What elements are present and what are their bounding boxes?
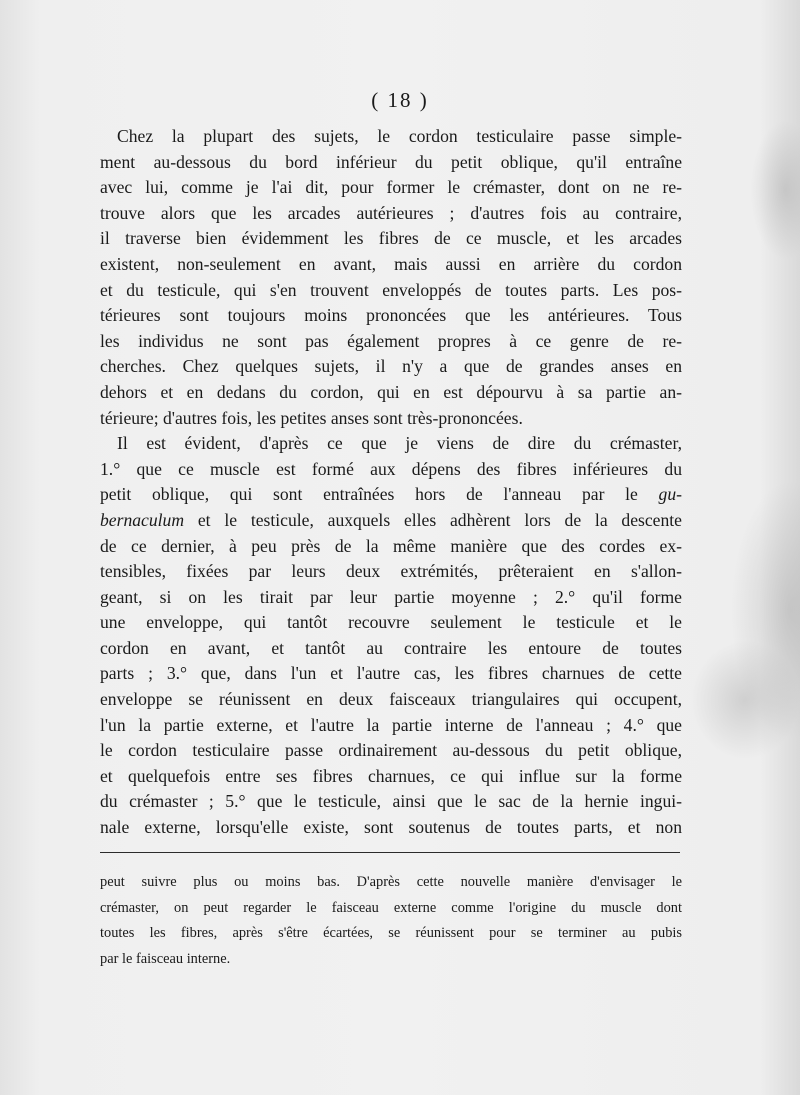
text-line: les individus ne sont pas également propres à ce genre de re- — [100, 330, 682, 351]
footnote-line: toutes les fibres, après s'être écartées, se réunissent pour se terminer au pubis — [100, 925, 682, 942]
text-line: 1.° que ce muscle est formé aux dépens des fibres inférieures du — [100, 458, 682, 479]
page-number: ( 18 ) — [371, 88, 429, 112]
text-line: existent, non-seulement en avant, mais aussi en arrière du cordon — [100, 253, 682, 274]
text-line: et du testicule, qui s'en trouvent enveloppés de toutes parts. Les pos- — [100, 279, 682, 300]
footnote-line: peut suivre plus ou moins bas. D'après cette nouvelle manière d'envisager le — [100, 874, 682, 890]
text-line: une enveloppe, qui tantôt recouvre seulement le testicule et le — [100, 612, 682, 633]
text-line: dehors et en dedans du cordon, qui en est dépourvu à sa partie an- — [100, 381, 682, 402]
footnote-line: par le faisceau interne. — [100, 950, 231, 967]
italic-term: bernaculum — [100, 509, 185, 530]
text-line: parts ; 3.° que, dans l'un et l'autre cas, les fibres charnues de cette — [100, 663, 682, 684]
paper-stain — [690, 640, 800, 760]
text-line: tensibles, fixées par leurs deux extrémités, prêteraient en s'allon- — [100, 561, 682, 582]
text-line: Il est évident, d'après ce que je viens de dire du crémaster, — [117, 433, 682, 454]
text-line: le cordon testiculaire passe ordinairement au-dessous du petit oblique, — [100, 740, 682, 761]
text-line: petit oblique, qui sont entraînées hors de l'anneau par le gu- — [100, 484, 682, 505]
footnote — [100, 872, 682, 974]
text-line: enveloppe se réunissent en deux faisceaux triangulaires qui occupent, — [100, 689, 682, 710]
text-line: de ce dernier, à peu près de la même manière que des cordes ex- — [100, 535, 682, 556]
main-text — [100, 124, 682, 841]
bleed-through-margin-left — [0, 362, 60, 376]
text-line: du crémaster ; 5.° que le testicule, ainsi que le sac de la hernie ingui- — [100, 791, 682, 812]
text-line: cherches. Chez quelques sujets, il n'y a que de grandes anses en — [100, 356, 682, 377]
text-line: cordon en avant, et tantôt au contraire les entoure de toutes — [100, 637, 682, 658]
text-line: bernaculum et le testicule, auxquels elles adhèrent lors de la descente — [100, 509, 682, 530]
text-line: térieure; d'autres fois, les petites anses sont très-prononcées. — [100, 407, 523, 428]
text-line: et quelquefois entre ses fibres charnues, ce qui influe sur la forme — [100, 765, 682, 786]
bleed-through-margin-right — [740, 362, 800, 376]
italic-term: gu- — [658, 484, 682, 505]
text-line: térieures sont toujours moins prononcées que les antérieures. Tous — [100, 305, 682, 326]
footnote-divider — [100, 852, 680, 853]
footnote-line: crémaster, on peut regarder le faisceau externe comme l'origine du muscle dont — [100, 899, 682, 916]
text-line: nale externe, lorsqu'elle existe, sont soutenus de toutes parts, et non — [100, 817, 682, 838]
text-line: Chez la plupart des sujets, le cordon testiculaire passe simple- — [117, 126, 682, 146]
text-line: ment au-dessous du bord inférieur du petit oblique, qu'il entraîne — [100, 151, 682, 172]
text-line: l'un la partie externe, et l'autre la partie interne de l'anneau ; 4.° que — [100, 714, 682, 735]
text-line: trouve alors que les arcades autérieures ; d'autres fois au contraire, — [100, 202, 682, 223]
text-line: il traverse bien évidemment les fibres de ce muscle, et les arcades — [100, 228, 682, 249]
text-line: avec lui, comme je l'ai dit, pour former le crémaster, dont on ne re- — [100, 177, 682, 198]
paper-stain — [750, 120, 800, 260]
text-line: geant, si on les tirait par leur partie moyenne ; 2.° qu'il forme — [100, 586, 682, 607]
